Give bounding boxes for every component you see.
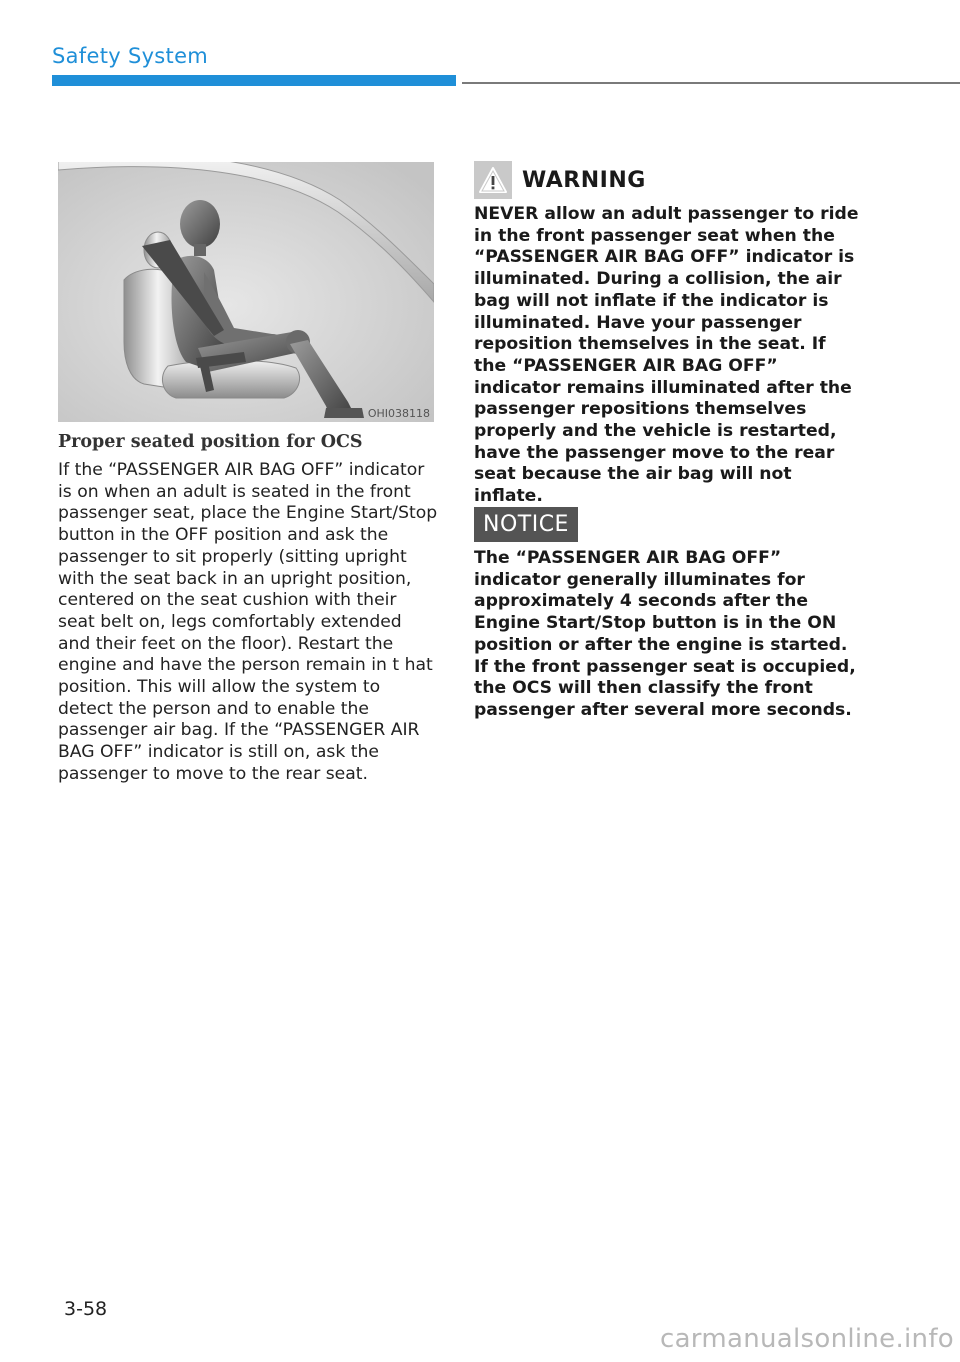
- warning-header: [474, 160, 646, 200]
- figure-code: OHI038118: [367, 407, 430, 420]
- header-rule: [462, 82, 960, 84]
- warning-triangle-icon: [478, 166, 508, 194]
- section-title: Safety System: [52, 44, 209, 68]
- notice-badge: NOTICE: [474, 507, 578, 542]
- seated-position-figure: [58, 162, 434, 422]
- figure-caption: Proper seated position for OCS: [58, 432, 363, 452]
- page-number: 3-58: [64, 1298, 108, 1320]
- body-paragraph: If the “PASSENGER AIR BAG OFF” indicator is on when an adult is seated in the front passenger seat, place the Engine Start/Stop button in the OFF position and ask the passenger to sit properly (sitting upright with the seat back in an upright position, centered on the seat cushion with their seat belt on, legs comfortably extended and their feet on the floor). Restart the engine and have the person remain in t hat position. This will allow the system to detect the person and to enable the passenger air bag. If the “PASSENGER AIR BAG OFF” indicator is still on, ask the passenger to move to the rear seat.: [58, 460, 438, 784]
- warning-text: NEVER allow an adult passenger to ride in the front passenger seat when the “PASSENGER AIR BAG OFF” indicator is illuminated. During a collision, the air bag will not inflate if the indicator is illuminated. Have your passenger reposition themselves in the seat. If the “PASSENGER AIR BAG OFF” indicator remains illuminated after the passenger repositions themselves properly and the vehicle is restarted, have the passenger move to the rear seat because the air bag will not inflate.: [474, 204, 859, 507]
- watermark: carmanualsonline.info: [659, 1324, 954, 1354]
- crash-test-dummy-seated-upright-icon: [58, 162, 434, 422]
- warning-title: WARNING: [522, 167, 646, 193]
- warning-icon-box: [474, 161, 512, 199]
- notice-text: The “PASSENGER AIR BAG OFF” indicator generally illuminates for approximately 4 seconds after the Engine Start/Stop button is in the ON position or after the engine is started. If the front passenger seat is occupied, the OCS will then classify the front passenger after several more seconds.: [474, 548, 856, 720]
- header-accent-bar: [52, 75, 456, 86]
